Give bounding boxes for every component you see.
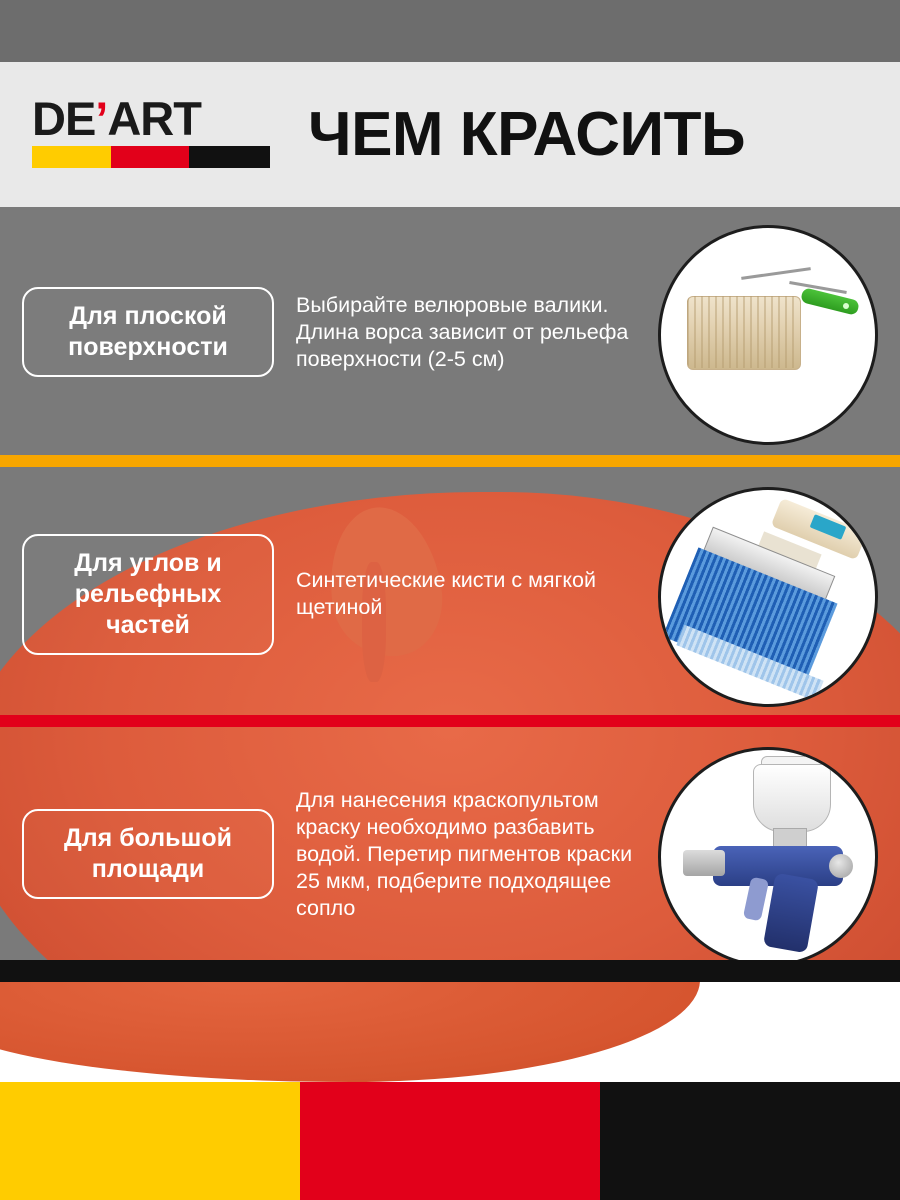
description-large-area: Для нанесения краскопультом краску необходимо разбавить водой. Перетир пигментов краски 25 мкм, подберите подходящее сопло xyxy=(296,787,633,920)
pill-label-corners: Для углов и рельефных частей xyxy=(22,534,274,655)
content-area xyxy=(0,207,900,960)
logo-text-part-2: ART xyxy=(107,91,201,145)
logo-flag-bars xyxy=(32,146,270,168)
roller-rod-upper-shape xyxy=(741,267,811,280)
roller-handle-shape xyxy=(800,287,860,316)
tip-row-flat-surface xyxy=(0,207,900,457)
bottom-paint-area xyxy=(0,982,900,1082)
paint-brush-icon xyxy=(658,487,878,707)
logo-apostrophe: ’ xyxy=(95,91,108,145)
roller-handle-dot-shape xyxy=(843,303,849,309)
page-header xyxy=(0,62,900,207)
brand-logo xyxy=(32,91,270,176)
roller-texture-shape xyxy=(687,296,799,368)
logo-bar-red xyxy=(111,146,190,168)
description-flat-surface: Выбирайте велюровые валики. Длина ворса зависит от рельефа поверхности (2-5 см) xyxy=(296,292,629,371)
flag-bar-black xyxy=(600,1082,900,1200)
logo-bar-yellow xyxy=(32,146,111,168)
logo-bar-black xyxy=(189,146,270,168)
brand-logo-text xyxy=(32,91,270,145)
paint-roller-icon xyxy=(658,225,878,445)
description-corners: Синтетические кисти с мягкой щетиной xyxy=(296,568,596,619)
tip-row-large-area xyxy=(0,729,900,960)
spray-nozzle-shape xyxy=(683,850,725,876)
bottom-black-strip xyxy=(0,960,900,982)
top-gray-strip xyxy=(0,0,900,62)
bottom-paint-blob xyxy=(0,982,700,1082)
pill-label-large-area: Для большой площади xyxy=(22,809,274,899)
flag-bar-yellow xyxy=(0,1082,300,1200)
page-title: ЧЕМ КРАСИТЬ xyxy=(308,99,746,169)
flag-bar-red xyxy=(300,1082,600,1200)
tip-row-corners xyxy=(0,469,900,719)
bottom-flag-bars xyxy=(0,1082,900,1200)
pill-label-flat-surface: Для плоской поверхности xyxy=(22,287,274,377)
spray-cup-shape xyxy=(753,764,831,832)
spray-knob-shape xyxy=(829,854,853,878)
spray-gun-icon xyxy=(658,747,878,960)
logo-text-part-1: DE xyxy=(32,91,96,145)
